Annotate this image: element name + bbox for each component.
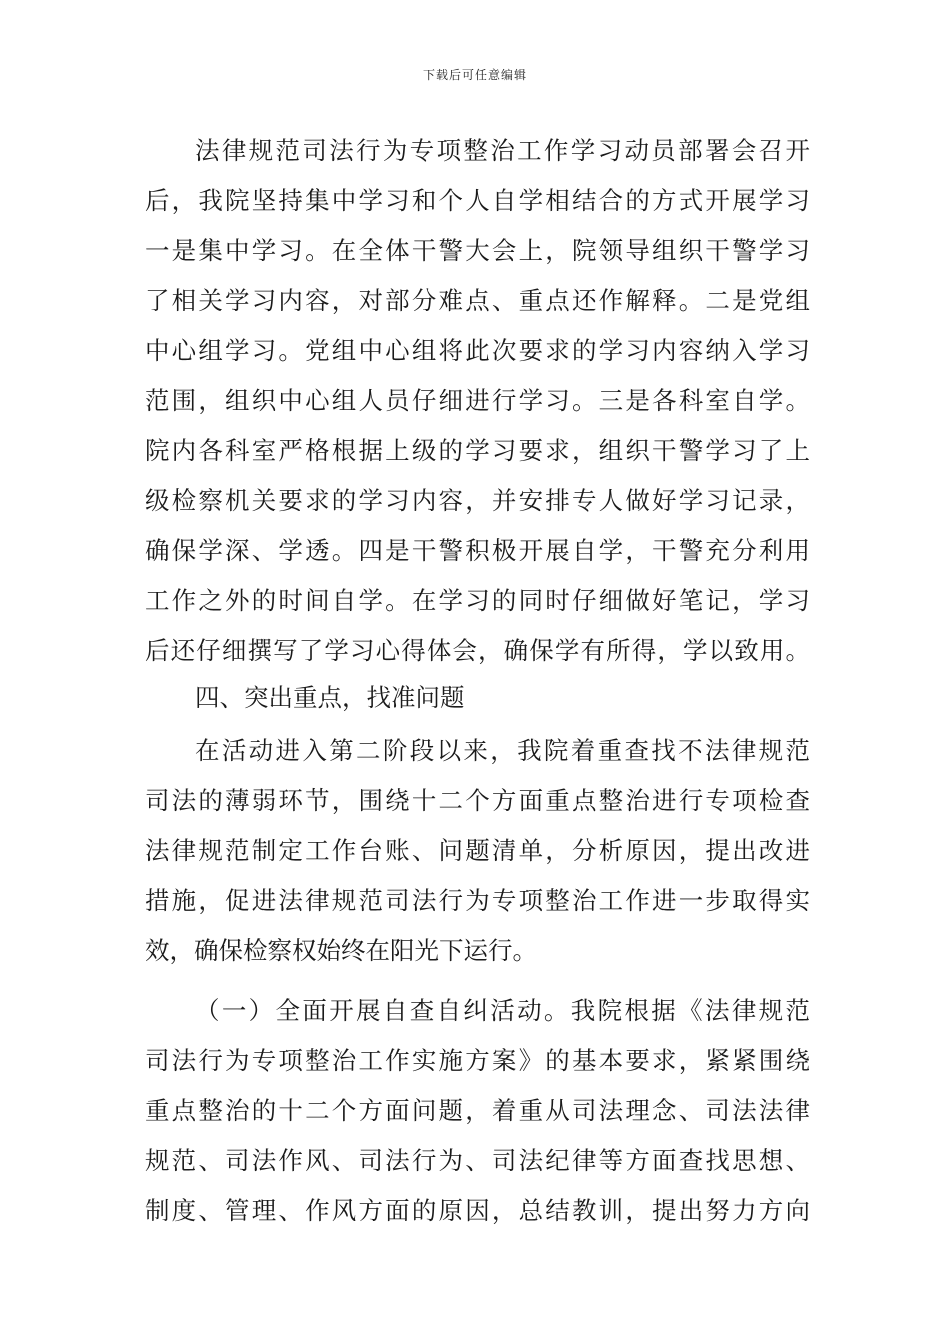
- text-line: 重点整治的十二个方面问题，着重从司法理念、司法法律: [145, 1096, 810, 1125]
- document-body: [145, 126, 810, 1236]
- text-line: 司法的薄弱环节，围绕十二个方面重点整治进行专项检查: [145, 786, 810, 815]
- text-line: 中心组学习。党组中心组将此次要求的学习内容纳入学习: [145, 336, 810, 365]
- text-line: 了相关学习内容，对部分难点、重点还作解释。二是党组: [145, 286, 810, 315]
- page-header: 下载后可任意编辑: [422, 68, 527, 82]
- text-line: 工作之外的时间自学。在学习的同时仔细做好笔记，学习: [145, 586, 810, 615]
- paragraph-focus: [145, 726, 810, 976]
- text-line: 规范、司法作风、司法行为、司法纪律等方面查找思想、: [145, 1146, 810, 1175]
- section-heading: 四、突出重点，找准问题: [195, 683, 465, 712]
- paragraph-study: [145, 126, 810, 676]
- text-line: 效，确保检察权始终在阳光下运行。: [145, 936, 537, 965]
- text-line: 院内各科室严格根据上级的学习要求，组织干警学习了上: [145, 436, 810, 465]
- text-line: 司法行为专项整治工作实施方案》的基本要求，紧紧围绕: [145, 1046, 810, 1075]
- text-line: 后，我院坚持集中学习和个人自学相结合的方式开展学习: [145, 186, 810, 215]
- paragraph-self-inspection: [145, 986, 810, 1236]
- text-line: 法律规范制定工作台账、问题清单，分析原因，提出改进: [145, 836, 810, 865]
- text-line: 在活动进入第二阶段以来，我院着重查找不法律规范: [195, 736, 810, 765]
- text-line: 措施，促进法律规范司法行为专项整治工作进一步取得实: [145, 886, 810, 915]
- text-line: （一）全面开展自查自纠活动。我院根据《法律规范: [195, 996, 810, 1025]
- text-line: 一是集中学习。在全体干警大会上，院领导组织干警学习: [145, 236, 810, 265]
- text-line: 制度、管理、作风方面的原因，总结教训，提出努力方向: [145, 1196, 810, 1225]
- text-line: 范围，组织中心组人员仔细进行学习。三是各科室自学。: [145, 386, 810, 415]
- text-line: 法律规范司法行为专项整治工作学习动员部署会召开: [195, 136, 810, 165]
- text-line: 后还仔细撰写了学习心得体会，确保学有所得，学以致用。: [145, 636, 810, 665]
- text-line: 级检察机关要求的学习内容，并安排专人做好学习记录，: [145, 486, 810, 515]
- text-line: 确保学深、学透。四是干警积极开展自学，干警充分利用: [145, 536, 810, 565]
